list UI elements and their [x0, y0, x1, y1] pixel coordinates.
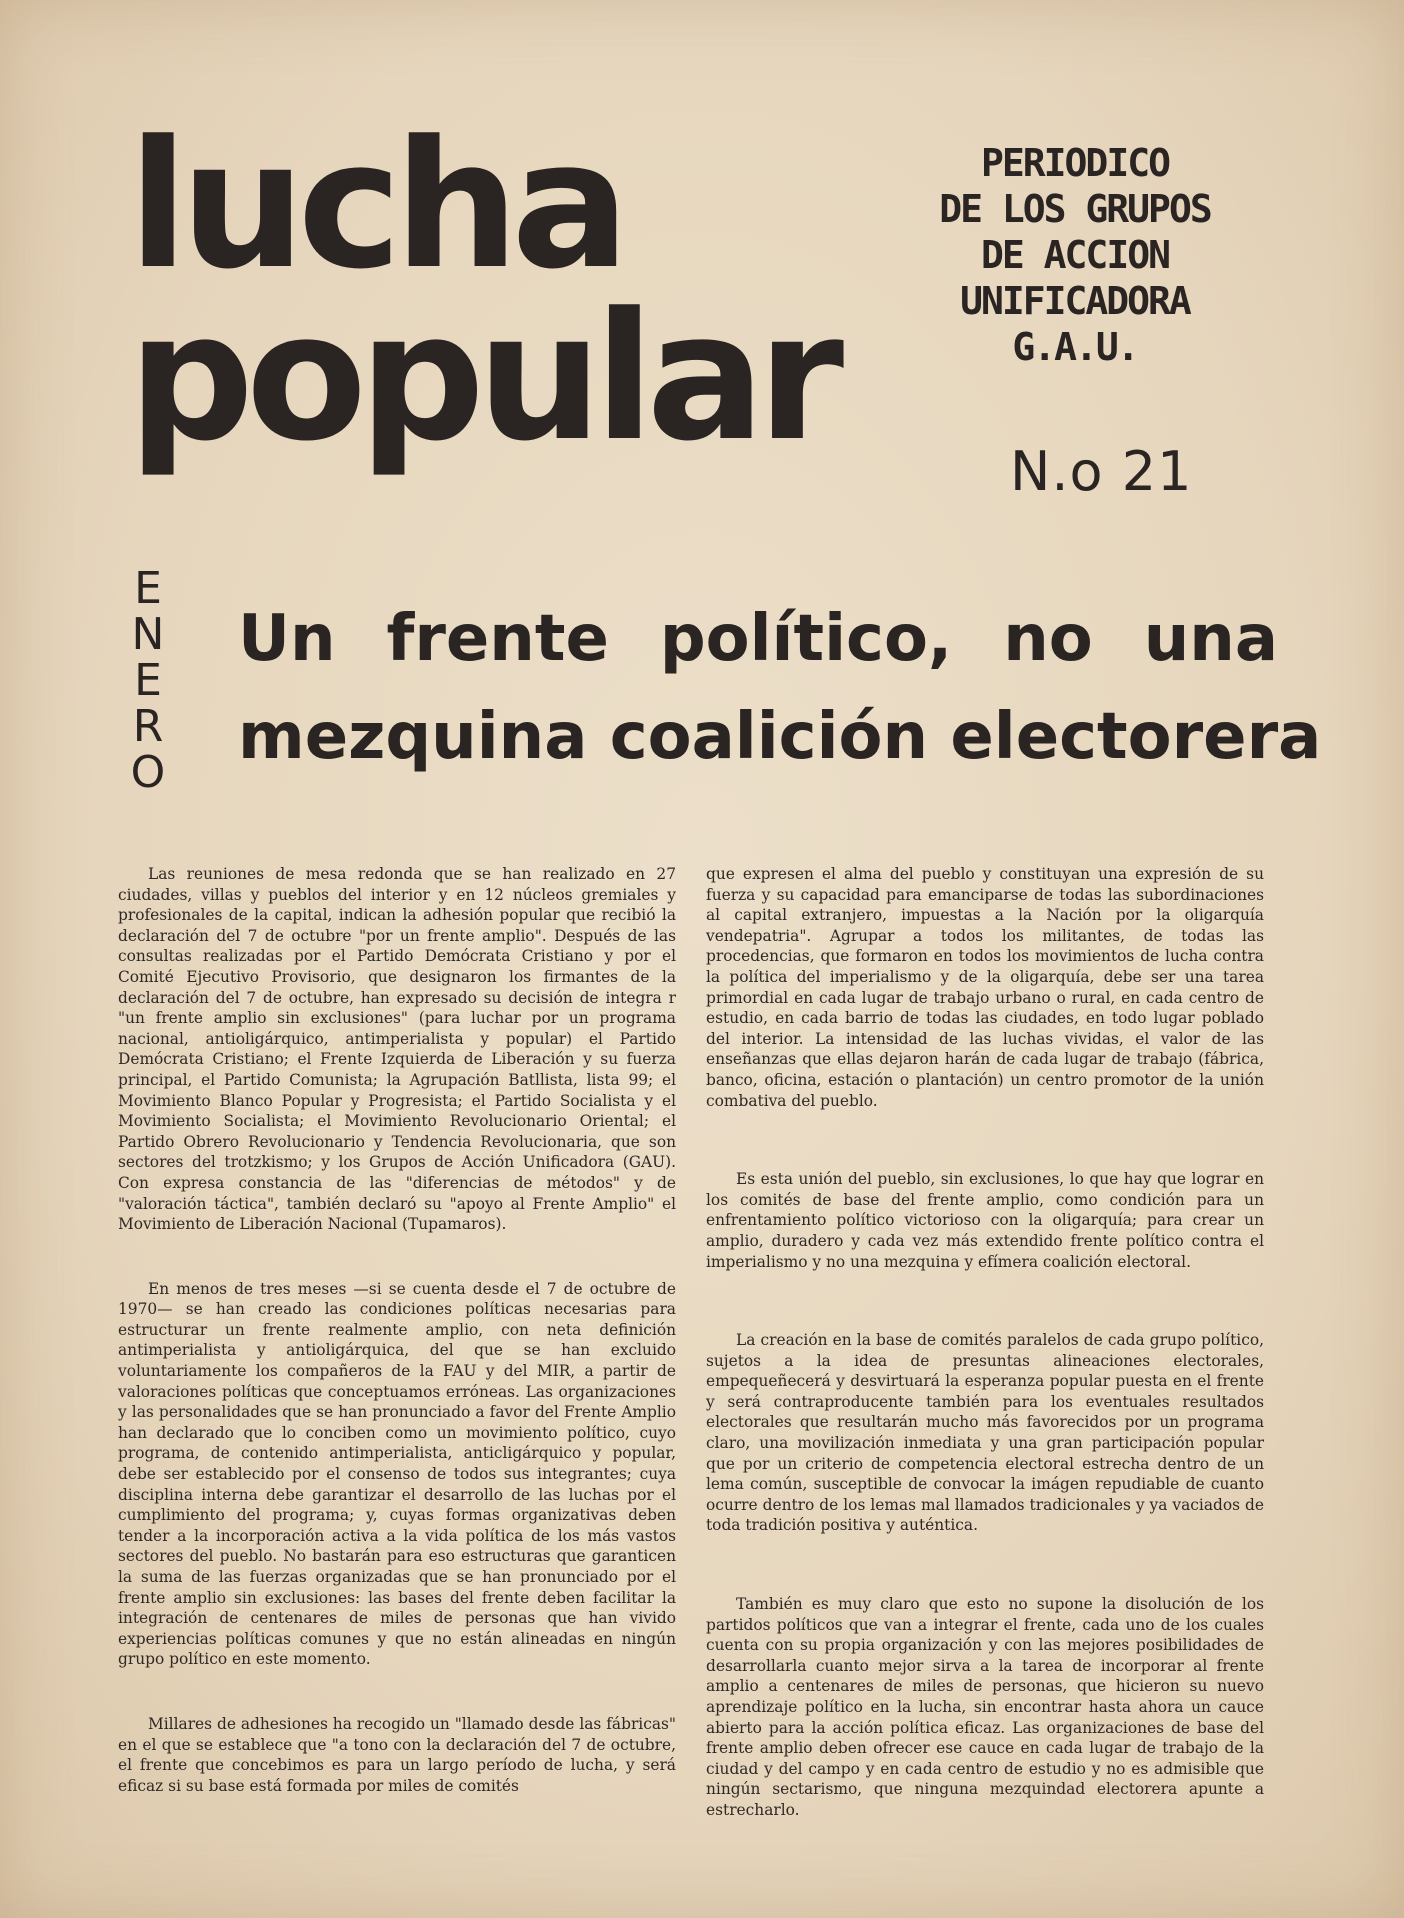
- month-letter: E: [134, 655, 162, 706]
- article-headline: [238, 590, 1322, 786]
- article-paragraph: que expresen el alma del pueblo y constituyan una expresión de su fuerza y su capacidad para emanciparse de todas las subordinaciones al capital extranjero, impuestas a la Nación por la oligarquía vendepatria". Agrupar a todos los militantes, de todas las procedencias, que formaron en todos los movimientos de lucha contra la política del imperialismo y de la oligarquía, debe ser una tarea primordial en cada lugar de trabajo urbano o rural, en cada centro de estudio, en cada barrio de todas las ciudades, en todo lugar poblado del interior. La intensidad de las luchas vividas, el valor de las enseñanzas que ellas dejaron harán de cada lugar de trabajo (fábrica, banco, oficina, estación o plantación) un centro promotor de la unión combativa del pueblo.: [706, 865, 1264, 1110]
- issue-month: [128, 563, 168, 798]
- month-letter: N: [131, 609, 165, 660]
- issue-number: N.o 21: [1010, 440, 1193, 503]
- masthead-title: [128, 103, 928, 480]
- headline-line1: Un frente político, no una: [238, 602, 1278, 676]
- month-letter: R: [132, 701, 164, 752]
- article-paragraph: La creación en la base de comités paralelos de cada grupo político, sujetos a la idea de presuntas alineaciones electorales, empequeñecerá y desvirtuará la esperanza popular puesta en el frente y será contraproducente también para los eventuales resultados electorales que resultarán mucho más favorecidos por un programa claro, una movilización inmediata y una gran participación popular que por un criterio de competencia electoral estrecha dentro de un lema común, susceptible de convocar la imágen repudiable de cuanto ocurre dentro de los lemas mal llamados tradicionales y ya vaciados de toda tradición positiva y auténtica.: [706, 1331, 1264, 1535]
- headline-line2: mezquina coalición electorera: [238, 700, 1322, 774]
- article-column-right: [706, 864, 1264, 1865]
- masthead-subtitle: [930, 140, 1220, 370]
- subtitle-line: UNIFICADORA: [960, 279, 1190, 323]
- subtitle-line: DE ACCION: [981, 233, 1169, 277]
- subtitle-line: G.A.U.: [1012, 325, 1138, 369]
- masthead-title-line1: lucha: [128, 103, 623, 308]
- article-paragraph: Millares de adhesiones ha recogido un "llamado desde las fábricas" en el que se establece que "a tono con la declaración del 7 de octubre, el frente que concebimos es para un largo período de lucha, y será eficaz si su base está formada por miles de comités: [118, 1714, 676, 1795]
- month-letter: E: [134, 563, 162, 614]
- article-paragraph: También es muy claro que esto no supone la disolución de los partidos políticos que van a integrar el frente, cada uno de los cuales cuenta con su propia organización y con las mejores posibilidades de desarrollarla cuanto mejor sirva a la tarea de incorporar al frente amplio a centenares de miles de personas, que hicieron su nuevo aprendizaje político en la lucha, sin encontrar hasta ahora un cauce abierto para la acción política eficaz. Las organizaciones de base del frente amplio deben ofrecer ese cauce en cada lugar de trabajo de la ciudad y del campo y en cada centro de estudio y no es admisible que ningún sectarismo, que ninguna mezquindad electorera apunte a estrecharlo.: [706, 1595, 1264, 1819]
- article-paragraph: Las reuniones de mesa redonda que se han realizado en 27 ciudades, villas y pueblos del interior y en 12 núcleos gremiales y profesionales de la capital, indican la adhesión popular que recibió la declaración del 7 de octubre "por un frente amplio". Después de las consultas realizadas por el Partido Demócrata Cristiano y por el Comité Ejecutivo Provisorio, que designaron los firmantes de la declaración del 7 de octubre, han expresado su decisión de integra r "un frente amplio sin exclusiones" (para luchar por un programa nacional, antioligárquico, antimperialista y popular) el Partido Demócrata Cristiano; el Frente Izquierda de Liberación y su fuerza principal, el Partido Comunista; la Agrupación Batllista, lista 99; el Movimiento Blanco Popular y Progresista; el Partido Socialista y el Movimiento Socialista; el Movimiento Revolucionario Oriental; el Partido Obrero Revolucionario y Tendencia Revolucionaria, que son sectores del trotzkismo; y los Grupos de Acción Unificadora (GAU). Con expresa constancia de las "diferencias de métodos" y de "valoración táctica", también declaró su "apoyo al Frente Amplio" el Movimiento de Liberación Nacional (Tupamaros).: [118, 865, 676, 1234]
- article-paragraph: Es esta unión del pueblo, sin exclusiones, lo que hay que lograr en los comités de base del frente amplio, como condición para un enfrentamiento político victorioso con la oligarquía; para crear un amplio, duradero y cada vez más extendido frente político contra el imperialismo y no una mezquina y efímera coalición electoral.: [706, 1170, 1264, 1271]
- article-column-left: [118, 864, 676, 1840]
- masthead-title-line2: popular: [128, 275, 837, 480]
- article-paragraph: En menos de tres meses —si se cuenta desde el 7 de octubre de 1970— se han creado las condiciones políticas necesarias para estructurar un frente realmente amplio, con neta definición antimperialista y antioligárquica, del que se han excluido voluntariamente los compañeros de la FAU y del MIR, a partir de valoraciones políticas que conceptuamos erróneas. Las organizaciones y las personalidades que se han pronunciado a favor del Frente Amplio han declarado que lo conciben como un movimiento político, cuyo programa, de contenido antimperialista, anticligárquico y popular, debe ser establecido por el consenso de todos sus integrantes; cuya disciplina interna debe garantizar el desarrollo de las luchas por el cumplimiento del programa; y, cuyas formas organizativas deben tender a la incorporación activa a la vida política de los más vastos sectores del pueblo. No bastarán para eso estructuras que garanticen la suma de las fuerzas organizadas que se han pronunciado por el frente amplio sin exclusiones: las bases del frente deben facilitar la integración de centenares de miles de personas que han vivido experiencias políticas comunes y que no están alineadas en ningún grupo político en este momento.: [118, 1279, 676, 1669]
- subtitle-line: PERIODICO: [981, 141, 1169, 185]
- subtitle-line: DE LOS GRUPOS: [939, 187, 1211, 231]
- month-letter: O: [130, 747, 166, 798]
